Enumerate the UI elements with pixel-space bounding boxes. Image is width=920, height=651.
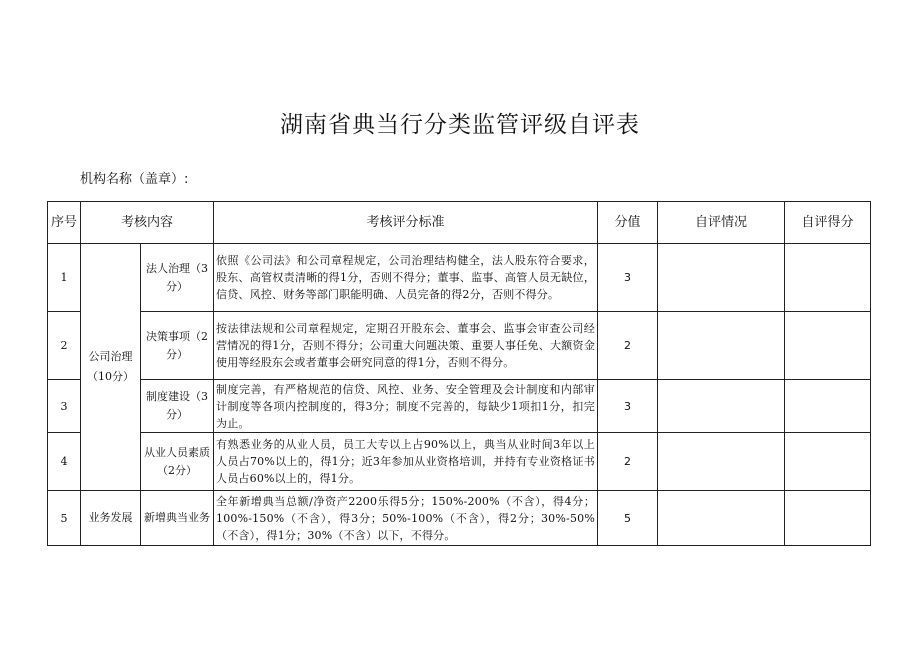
header-self-score: 自评得分 bbox=[785, 202, 871, 244]
self-eval-cell[interactable] bbox=[658, 380, 785, 433]
score-value: 5 bbox=[598, 491, 658, 546]
row-number: 4 bbox=[48, 433, 81, 491]
row-number: 3 bbox=[48, 380, 81, 433]
category-business: 业务发展 bbox=[81, 491, 141, 546]
evaluation-table bbox=[47, 201, 871, 546]
criteria-text: 全年新增典当总额/净资产2200乐得5分；150%-200%（不含），得4分；100%-150%（不含），得3分；50%-100%（不含），得2分；30%-50%（不含），得1分；30%（不含）以下，不得分。 bbox=[214, 491, 598, 546]
category-governance: 公司治理（10分） bbox=[81, 244, 141, 491]
table-row bbox=[48, 312, 871, 380]
self-score-cell[interactable] bbox=[785, 312, 871, 380]
criteria-text: 依照《公司法》和公司章程规定，公司治理结构健全，法人股东符合要求，股东、高管权责清晰的得1分，否则不得分；董事、监事、高管人员无缺位，信贷、风控、财务等部门职能明确、人员完备的得2分，否则不得分。 bbox=[214, 244, 598, 312]
header-row bbox=[48, 202, 871, 244]
self-eval-cell[interactable] bbox=[658, 312, 785, 380]
score-value: 2 bbox=[598, 433, 658, 491]
table-row bbox=[48, 380, 871, 433]
header-criteria: 考核评分标准 bbox=[214, 202, 598, 244]
header-content: 考核内容 bbox=[81, 202, 214, 244]
row-number: 2 bbox=[48, 312, 81, 380]
self-eval-cell[interactable] bbox=[658, 433, 785, 491]
self-score-cell[interactable] bbox=[785, 244, 871, 312]
self-score-cell[interactable] bbox=[785, 433, 871, 491]
item-name: 新增典当业务 bbox=[141, 491, 214, 546]
score-value: 3 bbox=[598, 380, 658, 433]
header-self-eval: 自评情况 bbox=[658, 202, 785, 244]
self-score-cell[interactable] bbox=[785, 380, 871, 433]
score-value: 2 bbox=[598, 312, 658, 380]
self-score-cell[interactable] bbox=[785, 491, 871, 546]
criteria-text: 有熟悉业务的从业人员，员工大专以上占90%以上，典当从业时间3年以上人员占70%以上的，得1分；近3年参加从业资格培训，并持有专业资格证书人员占60%以上的，得1分。 bbox=[214, 433, 598, 491]
self-eval-cell[interactable] bbox=[658, 491, 785, 546]
header-score: 分值 bbox=[598, 202, 658, 244]
row-number: 5 bbox=[48, 491, 81, 546]
item-name: 决策事项（2分） bbox=[141, 312, 214, 380]
table-row bbox=[48, 491, 871, 546]
criteria-text: 按法律法规和公司章程规定，定期召开股东会、董事会、监事会审查公司经营情况的得1分，否则不得分；公司重大问题决策、重要人事任免、大额资金使用等经股东会或者董事会研究同意的得1分，否则不得分。 bbox=[214, 312, 598, 380]
self-eval-cell[interactable] bbox=[658, 244, 785, 312]
item-name: 从业人员素质（2分） bbox=[141, 433, 214, 491]
table-row bbox=[48, 244, 871, 312]
page-title: 湖南省典当行分类监管评级自评表 bbox=[280, 112, 640, 138]
score-value: 3 bbox=[598, 244, 658, 312]
criteria-text: 制度完善，有严格规范的信贷、风控、业务、安全管理及会计制度和内部审计制度等各项内控制度的，得3分；制度不完善的，每缺少1项扣1分，扣完为止。 bbox=[214, 380, 598, 433]
item-name: 法人治理（3分） bbox=[141, 244, 214, 312]
row-number: 1 bbox=[48, 244, 81, 312]
item-name: 制度建设（3分） bbox=[141, 380, 214, 433]
header-seq: 序号 bbox=[48, 202, 81, 244]
org-name-label: 机构名称（盖章）: bbox=[80, 172, 189, 187]
table-row bbox=[48, 433, 871, 491]
